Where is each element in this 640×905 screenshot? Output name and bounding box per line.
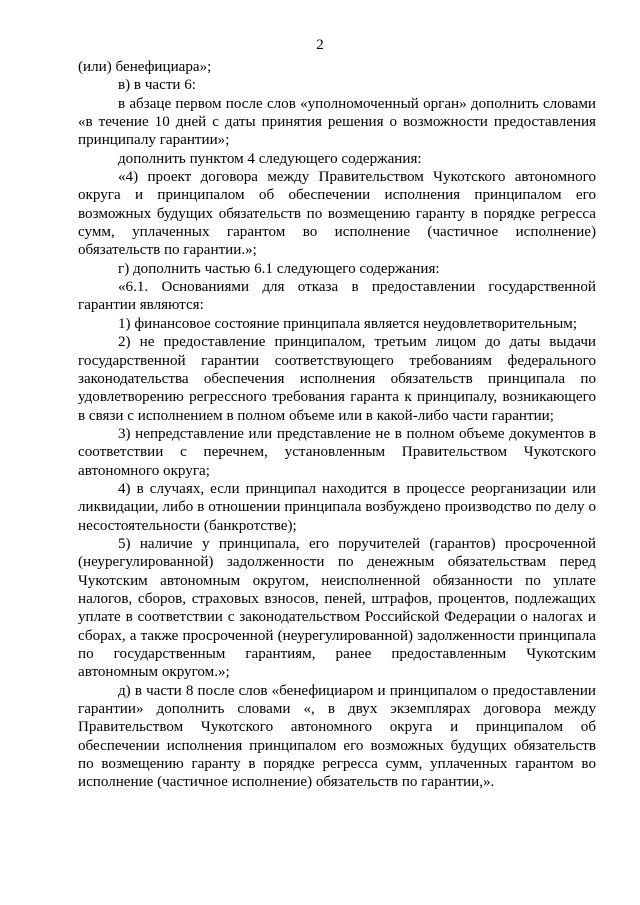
paragraph: в абзаце первом после слов «уполномоченный орган» дополнить словами «в течение 10 дней с даты принятия решения о возможности предоставления принципалу гарантии»; bbox=[78, 95, 596, 149]
paragraph: д) в части 8 после слов «бенефициаром и принципалом о предоставлении гарантии» дополнить словами «, в двух экземплярах договора между Правительством Чукотского автономного округа и принципалом об обеспечении исполнения принципалом его возможных будущих обязательств по возмещению гаранту в порядке регресса сумм, уплаченных гарантом во исполнение (частичное исполнение) обязательств по гарантии,». bbox=[78, 682, 596, 791]
paragraph: 3) непредставление или представление не в полном объеме документов в соответствии с перечнем, установленным Правительством Чукотского автономного округа; bbox=[78, 425, 596, 479]
paragraph: дополнить пунктом 4 следующего содержания: bbox=[118, 150, 422, 167]
page-number: 2 bbox=[316, 37, 324, 53]
paragraph: 4) в случаях, если принципал находится в процессе реорганизации или ликвидации, либо в отношении принципала возбуждено производство по делу о несостоятельности (банкротстве); bbox=[78, 480, 596, 534]
document-body bbox=[78, 58, 596, 792]
paragraph: в) в части 6: bbox=[118, 77, 197, 94]
paragraph: (или) бенефициара»; bbox=[78, 59, 212, 75]
paragraph: 1) финансовое состояние принципала является неудовлетворительным; bbox=[118, 315, 578, 332]
paragraph: «6.1. Основаниями для отказа в предоставлении государственной гарантии являются: bbox=[78, 279, 596, 314]
paragraph: 5) наличие у принципала, его поручителей (гарантов) просроченной (неурегулированной) задолженности по денежным обязательствам перед Чукотским автономным округом, неисполненной обязанности по уплате налогов, сборов, страховых взносов, пеней, штрафов, процентов, подлежащих уплате в соответствии с законодательством Российской Федерации о налогах и сборах, а также просроченной (неурегулированной) задолженности принципала по государственным гарантиям, ранее предоставленным Чукотским автономным округом.»; bbox=[78, 535, 596, 681]
paragraph: 2) не предоставление принципалом, третьим лицом до даты выдачи государственной гарантии соответствующего требованиям федерального законодательства обеспечения исполнения обязательств принципала по удовлетворению регрессного требования гаранта к принципалу, возникающего в связи с исполнением в полном объеме или в какой-либо части гарантии; bbox=[78, 334, 596, 424]
paragraph: г) дополнить частью 6.1 следующего содержания: bbox=[118, 260, 440, 277]
paragraph: «4) проект договора между Правительством Чукотского автономного округа и принципалом об обеспечении исполнения принципалом его возможных будущих обязательств по возмещению гаранту в порядке регресса сумм, уплаченных гарантом во исполнение (частичное исполнение) обязательств по гарантии.»; bbox=[78, 169, 596, 259]
